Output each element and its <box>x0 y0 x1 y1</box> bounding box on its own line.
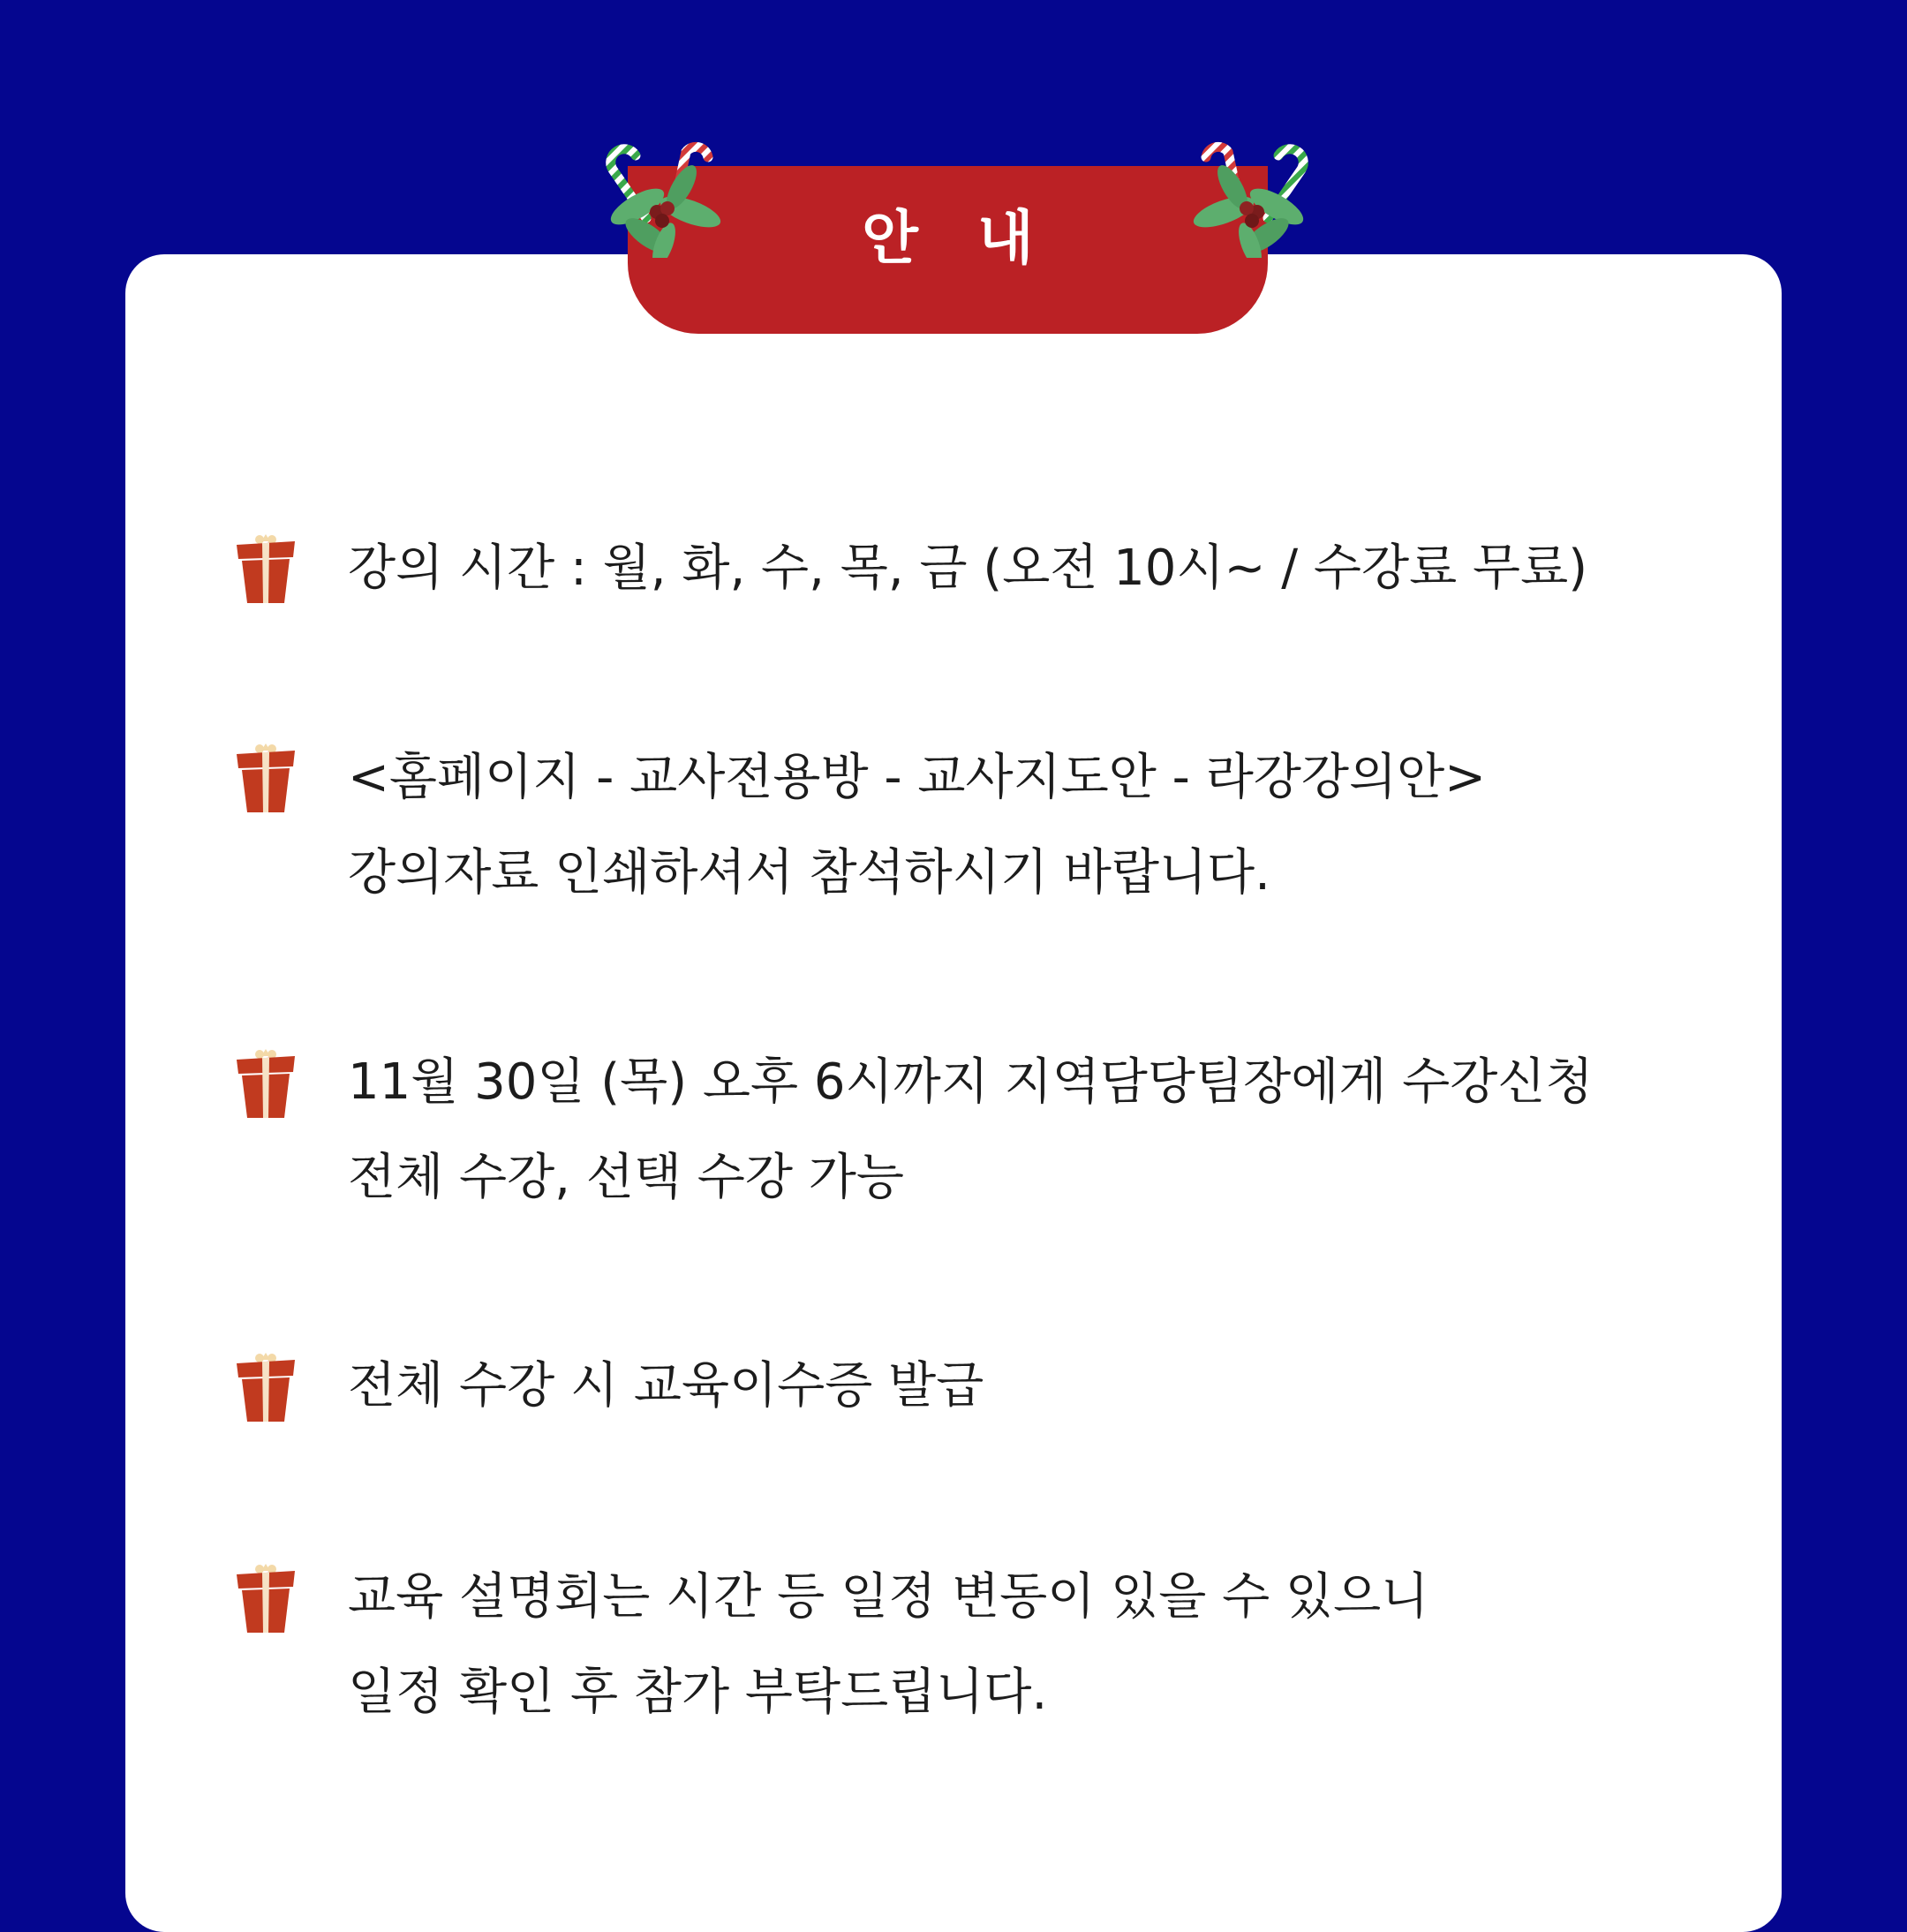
page-title: 안 내 <box>862 204 1053 272</box>
gift-box-icon <box>235 1047 297 1120</box>
notice-line: 일정 확인 후 참가 부탁드립니다. <box>348 1664 1048 1721</box>
notice-line: 전체 수강 시 교육이수증 발급 <box>348 1357 984 1415</box>
notice-line: <홈페이지 - 교사전용방 - 교사지도안 - 라강강의안> <box>348 749 1487 806</box>
gift-box-icon <box>235 1351 297 1423</box>
notice-line: 교육 설명회는 시간 등 일정 변동이 있을 수 있으니 <box>348 1568 1429 1626</box>
notice-line: 강의 시간 : 월, 화, 수, 목, 금 (오전 10시~ / 수강료 무료) <box>348 540 1588 597</box>
gift-box-icon <box>235 742 297 814</box>
candy-cane-holly-icon <box>1171 134 1321 258</box>
gift-box-icon <box>235 1562 297 1634</box>
notice-line: 11월 30일 (목) 오후 6시까지 지역담당팀장에게 수강신청 <box>348 1053 1594 1111</box>
gift-box-icon <box>235 532 297 605</box>
notice-line: 전체 수강, 선택 수강 가능 <box>348 1149 904 1206</box>
notice-line: 강의자료 인쇄하셔서 참석하시기 바랍니다. <box>348 844 1270 902</box>
candy-cane-holly-icon <box>593 134 743 258</box>
